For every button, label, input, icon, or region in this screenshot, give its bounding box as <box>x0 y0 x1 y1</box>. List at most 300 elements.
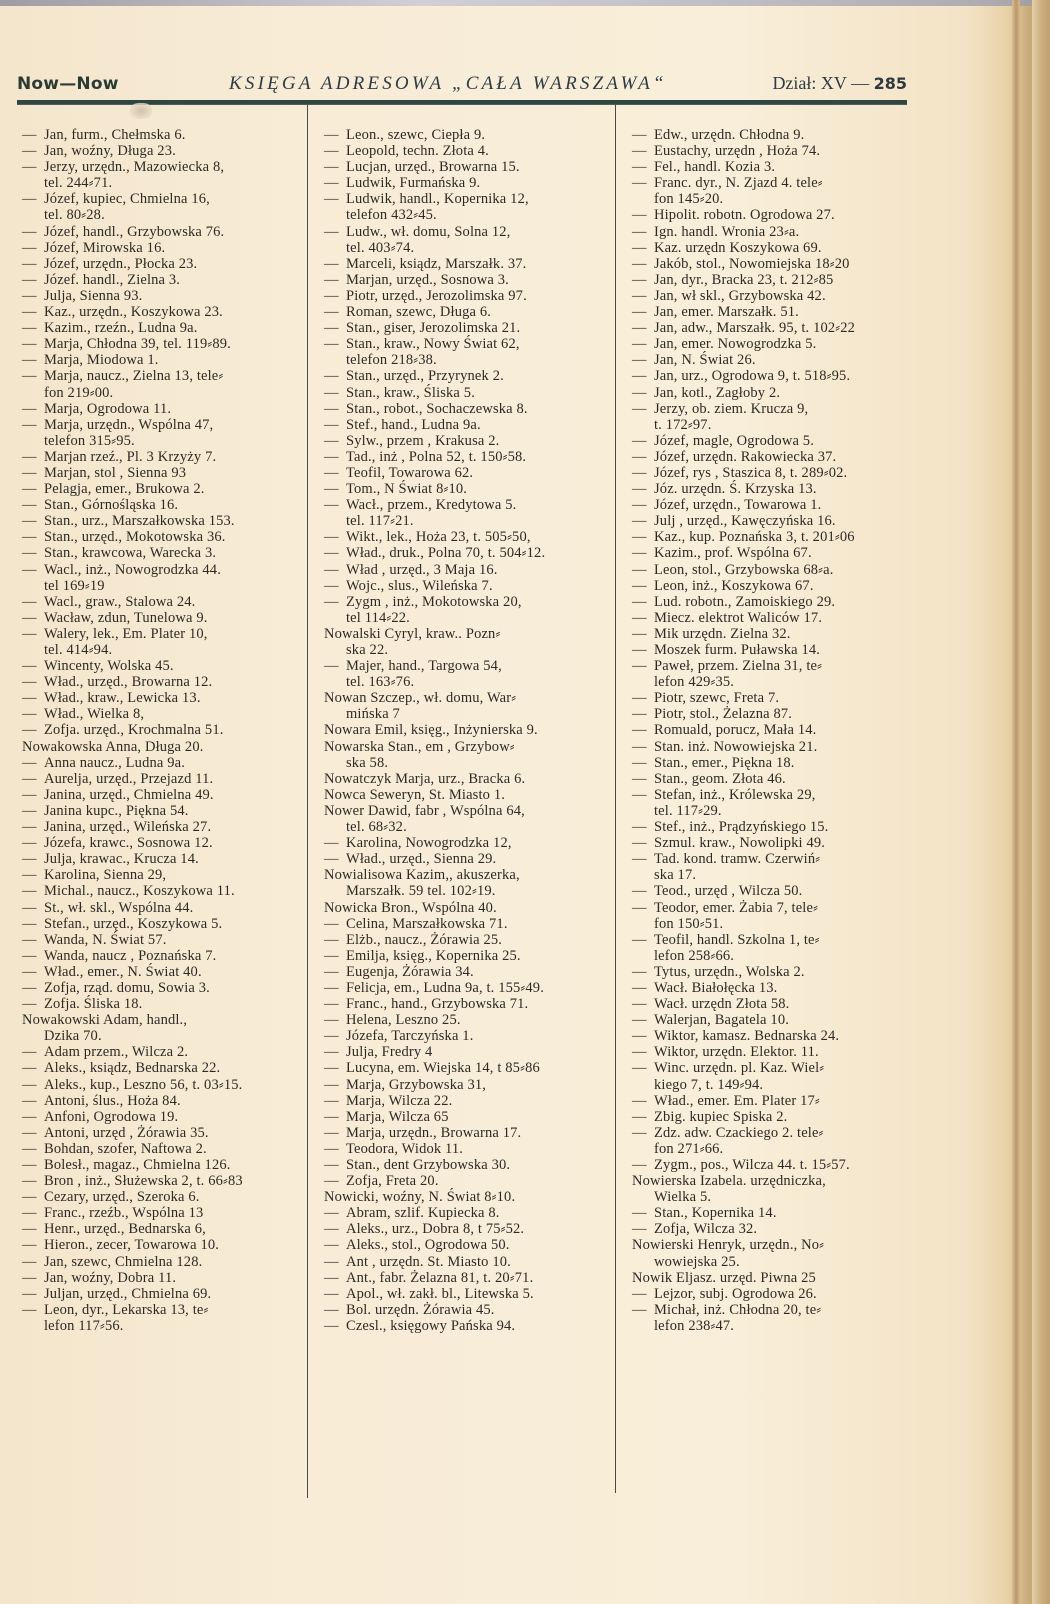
entry-line <box>22 127 304 143</box>
entry-line <box>22 497 304 513</box>
directory-entry <box>632 594 910 610</box>
entry-line <box>632 1125 910 1141</box>
entry-text: Stan. inż. Nowowiejska 21. <box>654 738 818 755</box>
entry-text: Wiktor, urzędn. Elektor. 11. <box>654 1044 819 1061</box>
directory-entry <box>324 1173 609 1189</box>
entry-text: Jan, emer. Nowogrodzka 5. <box>654 336 817 353</box>
entry-line <box>22 610 304 626</box>
entry-text: Jakób, stol., Nowomiejska 18⸗20 <box>654 255 850 272</box>
directory-entry <box>324 835 609 851</box>
dash-mark: — <box>22 722 37 739</box>
entry-text: Bohdan, szofer, Naftowa 2. <box>44 1140 207 1157</box>
dash-mark: — <box>22 835 37 852</box>
directory-entry <box>324 851 609 867</box>
dash-mark: — <box>22 239 37 256</box>
directory-entry <box>324 417 609 433</box>
entry-text: Hieron., zecer, Towarowa 10. <box>44 1237 220 1254</box>
directory-entry <box>632 1302 910 1334</box>
entry-line <box>324 481 609 497</box>
dash-mark: — <box>632 223 647 240</box>
entry-line <box>632 127 910 143</box>
entry-line <box>632 545 910 561</box>
entry-text: mińska 7 <box>346 706 400 723</box>
entry-text: Piotr, stol., Żelazna 87. <box>654 706 793 723</box>
dash-mark: — <box>632 851 647 868</box>
directory-entry <box>22 1302 304 1334</box>
dash-mark: — <box>22 770 37 787</box>
directory-surname-entry <box>324 739 609 771</box>
directory-entry <box>22 352 304 368</box>
entry-line <box>22 449 304 465</box>
entry-line <box>22 529 304 545</box>
entry-text: fon 150⸗51. <box>654 915 724 932</box>
entry-line <box>324 320 609 336</box>
directory-entry <box>22 594 304 610</box>
entry-text: Kazim., rzeźn., Ludna 9a. <box>44 320 198 337</box>
entry-text: Wacł. Białołęcka 13. <box>654 979 778 996</box>
dash-mark: — <box>22 802 37 819</box>
directory-entry <box>324 1109 609 1125</box>
entry-text: Zygm , inż., Mokotowska 20, <box>346 593 522 610</box>
entry-line <box>22 722 304 738</box>
directory-entry <box>324 143 609 159</box>
dash-mark: — <box>632 979 647 996</box>
dash-mark: — <box>632 271 647 288</box>
directory-entry <box>632 513 910 529</box>
dash-mark: — <box>324 336 339 353</box>
entry-line <box>632 497 910 513</box>
entry-line <box>324 1302 609 1318</box>
directory-entry <box>632 1125 910 1157</box>
entry-text: Teodora, Widok 11. <box>346 1140 464 1157</box>
directory-entry <box>632 722 910 738</box>
entry-text: Wanda, naucz , Poznańska 7. <box>44 947 217 964</box>
dash-mark: — <box>324 304 339 321</box>
entry-text: Zofja, rząd. domu, Sowia 3. <box>44 979 210 996</box>
directory-entry <box>22 658 304 674</box>
entry-text: Aleks., urz., Dobra 8, t 75⸗52. <box>346 1221 525 1238</box>
dash-mark: — <box>22 609 37 626</box>
entry-line <box>324 127 609 143</box>
entry-text: Stefan., urzęd., Koszykowa 5. <box>44 915 223 932</box>
dash-mark: — <box>22 464 37 481</box>
entry-continuation-line <box>632 948 910 964</box>
directory-entry <box>632 433 910 449</box>
entry-text: Franc., rzeźb., Wspólna 13 <box>44 1205 204 1222</box>
directory-entry <box>632 175 910 207</box>
entry-text: Janina kupc., Piękna 54. <box>44 802 189 819</box>
entry-text: Walerjan, Bagatela 10. <box>654 1012 789 1029</box>
entry-text: Nowakowska Anna, Długa 20. <box>22 738 204 755</box>
directory-entry <box>324 449 609 465</box>
entry-line <box>22 739 304 755</box>
dash-mark: — <box>324 400 339 417</box>
entry-text: lefon 429⸗35. <box>654 674 735 691</box>
dash-mark: — <box>324 593 339 610</box>
dash-mark: — <box>22 287 37 304</box>
entry-text: Teofil, Towarowa 62. <box>346 464 474 481</box>
directory-entry <box>22 1221 304 1237</box>
directory-entry <box>632 545 910 561</box>
entry-line <box>22 803 304 819</box>
dash-mark: — <box>22 1237 37 1254</box>
entry-line <box>632 883 910 899</box>
dash-mark: — <box>324 481 339 498</box>
directory-entry <box>22 1044 304 1060</box>
entry-text: telefon 432⸗45. <box>346 207 437 224</box>
entry-line <box>22 1173 304 1189</box>
dash-mark: — <box>632 1060 647 1077</box>
dash-mark: — <box>632 175 647 192</box>
entry-text: Czesl., księgowy Pańska 94. <box>346 1317 516 1334</box>
entry-line <box>22 417 304 433</box>
dash-mark: — <box>324 1221 339 1238</box>
entry-line <box>22 401 304 417</box>
entry-text: Wikt., lek., Hoża 23, t. 505⸗50, <box>346 529 531 546</box>
entry-line <box>22 1109 304 1125</box>
dash-mark: — <box>324 577 339 594</box>
entry-text: Jan, N. Świat 26. <box>654 352 756 369</box>
entry-text: Marja, urzędn., Wspólna 47, <box>44 416 214 433</box>
directory-entry <box>22 867 304 883</box>
directory-entry <box>22 755 304 771</box>
entry-line <box>22 368 304 384</box>
entry-text: kiego 7, t. 149⸗94. <box>654 1076 764 1093</box>
dash-mark: — <box>324 1108 339 1125</box>
entry-line <box>324 272 609 288</box>
entry-line <box>22 513 304 529</box>
directory-entry <box>324 1060 609 1076</box>
entry-text: Pelagja, emer., Brukowa 2. <box>44 481 205 498</box>
directory-entry <box>22 272 304 288</box>
entry-continuation-line <box>324 642 609 658</box>
entry-line <box>632 900 910 916</box>
entry-continuation-line <box>324 352 609 368</box>
entry-line <box>632 481 910 497</box>
dash-mark: — <box>324 159 339 176</box>
dash-mark: — <box>324 143 339 160</box>
entry-text: Marja, Grzybowska 31, <box>346 1076 487 1093</box>
entry-line <box>324 1254 609 1270</box>
dash-mark: — <box>22 159 37 176</box>
directory-entry <box>632 143 910 159</box>
dash-mark: — <box>22 223 37 240</box>
dash-mark: — <box>22 979 37 996</box>
directory-entry <box>324 1318 609 1334</box>
entry-text: Roman, szewc, Długa 6. <box>346 304 492 321</box>
entry-continuation-line <box>22 433 304 449</box>
directory-surname-entry <box>324 867 609 899</box>
directory-entry <box>22 722 304 738</box>
directory-entry <box>632 771 910 787</box>
entry-line <box>22 1237 304 1253</box>
entry-text: Józefa, Tarczyńska 1. <box>346 1028 474 1045</box>
dash-mark: — <box>22 1253 37 1270</box>
dash-mark: — <box>632 738 647 755</box>
directory-entry <box>632 690 910 706</box>
entry-text: tel. 163⸗76. <box>346 674 415 691</box>
directory-surname-entry <box>324 803 609 835</box>
entry-line <box>22 658 304 674</box>
directory-entry <box>22 916 304 932</box>
entry-text: Ign. handl. Wronia 23⸗a. <box>654 223 800 240</box>
entry-continuation-line <box>22 1318 304 1334</box>
entry-line <box>324 1060 609 1076</box>
entry-line <box>22 1254 304 1270</box>
directory-entry <box>324 658 609 690</box>
entry-line <box>324 1318 609 1334</box>
directory-entry <box>22 803 304 819</box>
dash-mark: — <box>324 915 339 932</box>
directory-entry <box>324 385 609 401</box>
entry-text: tel 114⸗22. <box>346 609 410 626</box>
dash-mark: — <box>22 819 37 836</box>
entry-line <box>22 787 304 803</box>
directory-entry <box>632 1221 910 1237</box>
entry-text: tel. 117⸗21. <box>346 513 414 530</box>
entry-text: Zdz. adw. Czackiego 2. tele⸗ <box>654 1124 824 1141</box>
directory-entry <box>324 304 609 320</box>
dash-mark: — <box>632 996 647 1013</box>
entry-continuation-line <box>324 610 609 626</box>
entry-line <box>22 288 304 304</box>
entry-text: Wielka 5. <box>654 1189 712 1206</box>
entry-line <box>324 1044 609 1060</box>
directory-entry <box>324 1270 609 1286</box>
dash-mark: — <box>324 658 339 675</box>
entry-line <box>324 562 609 578</box>
entry-text: Leon, stol., Grzybowska 68⸗a. <box>654 561 834 578</box>
directory-entry <box>632 1028 910 1044</box>
directory-entry <box>324 1237 609 1253</box>
dash-mark: — <box>324 963 339 980</box>
dash-mark: — <box>632 207 647 224</box>
directory-entry <box>324 336 609 368</box>
dash-mark: — <box>22 481 37 498</box>
directory-entry <box>324 529 609 545</box>
entry-line <box>324 867 609 883</box>
entry-text: Tad., inż , Polna 52, t. 150⸗58. <box>346 448 527 465</box>
entry-text: Jerzy, urzędn., Mazowiecka 8, <box>44 159 225 176</box>
entry-line <box>22 835 304 851</box>
directory-entry <box>22 787 304 803</box>
entry-line <box>632 433 910 449</box>
directory-surname-entry <box>324 626 609 658</box>
entry-text: Teodor, emer. Żabia 7, tele⸗ <box>654 899 819 916</box>
entry-text: Hipolit. robotn. Ogrodowa 27. <box>654 207 835 224</box>
entry-text: Juljan, urzęd., Chmielna 69. <box>44 1285 212 1302</box>
dash-mark: — <box>22 368 37 385</box>
directory-surname-entry <box>324 722 609 738</box>
entry-text: Nowan Szczep., wł. domu, War⸗ <box>324 690 517 707</box>
directory-entry <box>22 1157 304 1173</box>
entry-continuation-line <box>632 1318 910 1334</box>
directory-entry <box>22 1237 304 1253</box>
dash-mark: — <box>324 127 339 143</box>
directory-surname-entry <box>324 787 609 803</box>
entry-text: Romuald, porucz, Mała 14. <box>654 722 817 739</box>
entry-text: Marja, Miodowa 1. <box>44 352 159 369</box>
directory-entry <box>632 964 910 980</box>
entry-line <box>324 916 609 932</box>
entry-line <box>632 1173 910 1189</box>
entry-text: Zbig. kupiec Spiska 2. <box>654 1108 788 1125</box>
entry-text: Lud. robotn., Zamoiskiego 29. <box>654 593 836 610</box>
entry-line <box>324 465 609 481</box>
directory-entry <box>632 835 910 851</box>
entry-line <box>324 385 609 401</box>
entry-line <box>632 288 910 304</box>
dash-mark: — <box>22 513 37 530</box>
dash-mark: — <box>324 996 339 1013</box>
entry-line <box>22 1060 304 1076</box>
entry-text: Jan, wł skl., Grzybowska 42. <box>654 287 826 304</box>
entry-text: ska 22. <box>346 642 389 658</box>
dash-mark: — <box>324 191 339 208</box>
directory-entry <box>324 368 609 384</box>
entry-text: Majer, hand., Targowa 54, <box>346 658 502 675</box>
directory-entry <box>324 433 609 449</box>
entry-text: Aurelja, urzęd., Przejazd 11. <box>44 770 214 787</box>
directory-entry <box>632 465 910 481</box>
dash-mark: — <box>22 1044 37 1061</box>
entry-line <box>324 948 609 964</box>
entry-line <box>632 771 910 787</box>
entry-line <box>632 851 910 867</box>
directory-entry <box>324 272 609 288</box>
entry-text: fon 219⸗00. <box>44 384 114 401</box>
entry-line <box>632 1221 910 1237</box>
entry-line <box>22 352 304 368</box>
dash-mark: — <box>324 851 339 868</box>
dash-mark: — <box>632 625 647 642</box>
entry-continuation-line <box>632 1141 910 1157</box>
dash-mark: — <box>22 754 37 771</box>
entry-text: Jan, emer. Marszałk. 51. <box>654 304 799 321</box>
entry-continuation-line <box>324 240 609 256</box>
dash-mark: — <box>22 400 37 417</box>
entry-line <box>22 1189 304 1205</box>
entry-line <box>22 883 304 899</box>
entry-line <box>22 964 304 980</box>
entry-text: Marja, Wilcza 22. <box>346 1092 453 1109</box>
entry-line <box>22 948 304 964</box>
directory-entry <box>324 1093 609 1109</box>
dash-mark: — <box>22 690 37 707</box>
directory-entry <box>632 578 910 594</box>
directory-entry <box>22 626 304 658</box>
dash-mark: — <box>632 1092 647 1109</box>
dash-mark: — <box>632 239 647 256</box>
entry-text: Kaz. urzędn Koszykowa 69. <box>654 239 822 256</box>
entry-line <box>324 545 609 561</box>
entry-line <box>632 368 910 384</box>
directory-entry <box>632 996 910 1012</box>
directory-surname-entry <box>22 739 304 755</box>
dash-mark: — <box>22 529 37 546</box>
directory-entry <box>632 256 910 272</box>
entry-text: Teod., urzęd , Wilcza 50. <box>654 883 803 900</box>
entry-text: Mik urzędn. Zielna 32. <box>654 625 791 642</box>
entry-line <box>324 996 609 1012</box>
entry-text: Anfoni, Ogrodowa 19. <box>44 1108 179 1125</box>
entry-text: Stan., giser, Jerozolimska 21. <box>346 320 521 337</box>
column-2 <box>324 127 609 1334</box>
entry-text: Nowialisowa Kazim,, akuszerka, <box>324 867 520 884</box>
entry-text: Stefan, inż., Królewska 29, <box>654 786 816 803</box>
entry-text: Marceli, ksiądz, Marszałk. 37. <box>346 255 527 272</box>
directory-entry <box>324 1286 609 1302</box>
directory-entry <box>324 1125 609 1141</box>
dash-mark: — <box>632 642 647 658</box>
entry-line <box>324 1237 609 1253</box>
entry-line <box>324 1173 609 1189</box>
dash-mark: — <box>632 255 647 272</box>
entry-line <box>324 658 609 674</box>
entry-text: telefon 218⸗38. <box>346 352 437 369</box>
dash-mark: — <box>22 915 37 932</box>
dash-mark: — <box>632 352 647 369</box>
entry-line <box>324 1189 609 1205</box>
directory-entry <box>632 1286 910 1302</box>
directory-entry <box>324 1205 609 1221</box>
entry-text: Jan, woźny, Dobra 11. <box>44 1269 177 1286</box>
directory-entry <box>22 465 304 481</box>
entry-text: Józef. handl., Zielna 3. <box>44 271 181 288</box>
directory-entry <box>324 1221 609 1237</box>
directory-entry <box>632 1093 910 1109</box>
entry-line <box>22 304 304 320</box>
entry-text: Nowara Emil, księg., Inżynierska 9. <box>324 722 538 739</box>
entry-line <box>22 771 304 787</box>
entry-continuation-line <box>22 175 304 191</box>
dash-mark: — <box>632 706 647 723</box>
entry-text: Ludwik, Furmańska 9. <box>346 175 481 192</box>
dash-mark: — <box>632 561 647 578</box>
entry-line <box>324 1221 609 1237</box>
directory-entry <box>632 851 910 883</box>
entry-line <box>324 578 609 594</box>
directory-entry <box>22 256 304 272</box>
directory-entry <box>22 851 304 867</box>
dash-mark: — <box>324 368 339 385</box>
entry-text: Piotr, szewc, Freta 7. <box>654 690 780 707</box>
directory-entry <box>632 449 910 465</box>
directory-entry <box>22 610 304 626</box>
dash-mark: — <box>22 416 37 433</box>
page-number: 285 <box>873 74 907 93</box>
directory-surname-entry <box>632 1270 910 1286</box>
entry-line <box>22 706 304 722</box>
entry-text: Michał, inż. Chłodna 20, te⸗ <box>654 1301 822 1318</box>
dash-mark: — <box>22 851 37 868</box>
directory-entry <box>22 288 304 304</box>
entry-text: Karolina, Nowogrodzka 12, <box>346 835 512 852</box>
entry-line <box>324 1205 609 1221</box>
entry-text: Nowatczyk Marja, urz., Bracka 6. <box>324 770 526 787</box>
dash-mark: — <box>632 593 647 610</box>
directory-entry <box>22 191 304 223</box>
dash-mark: — <box>632 722 647 739</box>
entry-text: lefon 117⸗56. <box>44 1317 124 1334</box>
entry-line <box>324 1093 609 1109</box>
entry-text: tel 169⸗19 <box>44 577 105 594</box>
dash-mark: — <box>22 658 37 675</box>
entry-line <box>22 159 304 175</box>
entry-text: Jan, kotl., Zagłoby 2. <box>654 384 781 401</box>
directory-entry <box>22 1270 304 1286</box>
entry-text: Stan., urzęd., Przyrynek 2. <box>346 368 504 385</box>
